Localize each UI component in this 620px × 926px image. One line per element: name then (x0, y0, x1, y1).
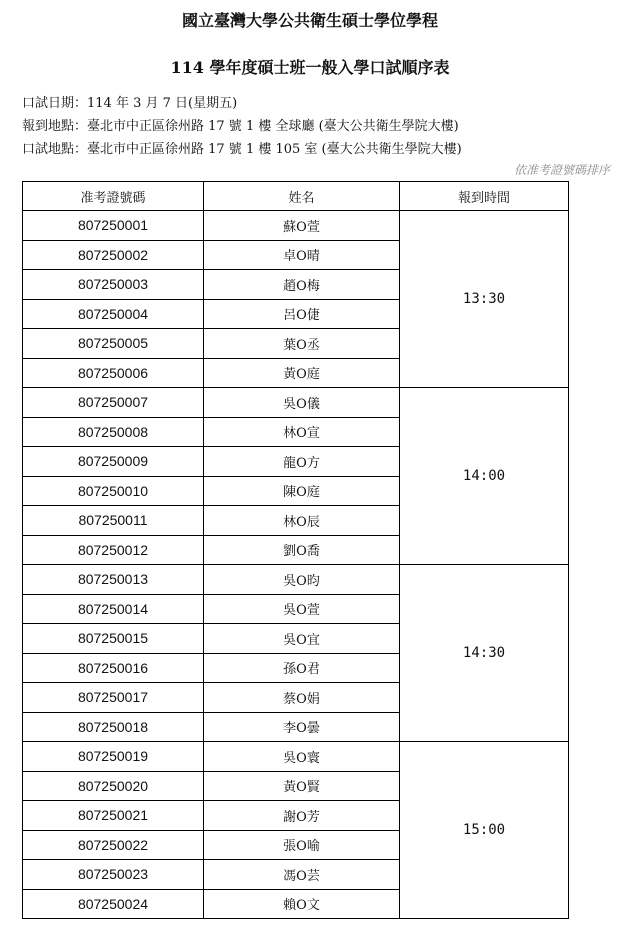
exam-id-cell: 807250001 (23, 211, 204, 241)
header-exam-id: 准考證號碼 (23, 182, 204, 211)
exam-id-cell: 807250020 (23, 771, 204, 801)
name-cell: 陳O庭 (204, 476, 400, 506)
name-cell: 葉O丞 (204, 329, 400, 359)
exam-id-cell: 807250021 (23, 801, 204, 831)
name-cell: 龍O方 (204, 447, 400, 477)
document-title: 114 學年度碩士班一般入學口試順序表 (170, 58, 450, 77)
name-cell: 馮O芸 (204, 860, 400, 890)
sort-note: 依准考證號碼排序 (513, 163, 610, 177)
report-time-cell: 14:00 (400, 388, 569, 565)
name-cell: 黃O賢 (204, 771, 400, 801)
exam-id-cell: 807250023 (23, 860, 204, 890)
name-cell: 林O辰 (204, 506, 400, 536)
name-cell: 吳O儀 (204, 388, 400, 418)
report-location: 報到地點：臺北市中正區徐州路 17 號 1 樓 全球廳 (臺大公共衛生學院大樓) (22, 119, 459, 134)
exam-id-cell: 807250006 (23, 358, 204, 388)
table-row (23, 565, 569, 595)
name-cell: 趙O梅 (204, 270, 400, 300)
exam-id-cell: 807250002 (23, 240, 204, 270)
report-time-cell: 15:00 (400, 742, 569, 919)
exam-date: 口試日期：114 年 3 月 7 日(星期五) (22, 96, 238, 111)
exam-location: 口試地點：臺北市中正區徐州路 17 號 1 樓 105 室 (臺大公共衛生學院大樓) (22, 142, 462, 157)
name-cell: 蔡O娟 (204, 683, 400, 713)
exam-id-cell: 807250015 (23, 624, 204, 654)
exam-id-cell: 807250017 (23, 683, 204, 713)
exam-id-cell: 807250008 (23, 417, 204, 447)
exam-id-cell: 807250018 (23, 712, 204, 742)
exam-id-cell: 807250009 (23, 447, 204, 477)
exam-id-cell: 807250019 (23, 742, 204, 772)
exam-id-cell: 807250011 (23, 506, 204, 536)
name-cell: 吳O萱 (204, 594, 400, 624)
exam-id-cell: 807250007 (23, 388, 204, 418)
table-row (23, 388, 569, 418)
name-cell: 孫O君 (204, 653, 400, 683)
name-cell: 吳O宜 (204, 624, 400, 654)
exam-id-cell: 807250022 (23, 830, 204, 860)
exam-id-cell: 807250005 (23, 329, 204, 359)
interview-order-table (22, 181, 569, 919)
name-cell: 蘇O萱 (204, 211, 400, 241)
exam-id-cell: 807250024 (23, 889, 204, 919)
institution-title: 國立臺灣大學公共衛生碩士學位學程 (181, 11, 438, 30)
report-time-cell: 14:30 (400, 565, 569, 742)
table-header-row (23, 182, 569, 211)
name-cell: 吳O昀 (204, 565, 400, 595)
name-cell: 呂O倢 (204, 299, 400, 329)
name-cell: 賴O文 (204, 889, 400, 919)
name-cell: 黃O庭 (204, 358, 400, 388)
exam-id-cell: 807250012 (23, 535, 204, 565)
header-name: 姓名 (204, 182, 400, 211)
report-time-cell: 13:30 (400, 211, 569, 388)
name-cell: 謝O芳 (204, 801, 400, 831)
exam-id-cell: 807250014 (23, 594, 204, 624)
exam-id-cell: 807250010 (23, 476, 204, 506)
name-cell: 張O喻 (204, 830, 400, 860)
name-cell: 李O曇 (204, 712, 400, 742)
name-cell: 卓O晴 (204, 240, 400, 270)
name-cell: 吳O寰 (204, 742, 400, 772)
table-row (23, 211, 569, 241)
header-report-time: 報到時間 (400, 182, 569, 211)
exam-id-cell: 807250013 (23, 565, 204, 595)
name-cell: 林O宣 (204, 417, 400, 447)
name-cell: 劉O喬 (204, 535, 400, 565)
table-row (23, 742, 569, 772)
table-body (23, 211, 569, 919)
exam-id-cell: 807250004 (23, 299, 204, 329)
exam-id-cell: 807250016 (23, 653, 204, 683)
exam-id-cell: 807250003 (23, 270, 204, 300)
